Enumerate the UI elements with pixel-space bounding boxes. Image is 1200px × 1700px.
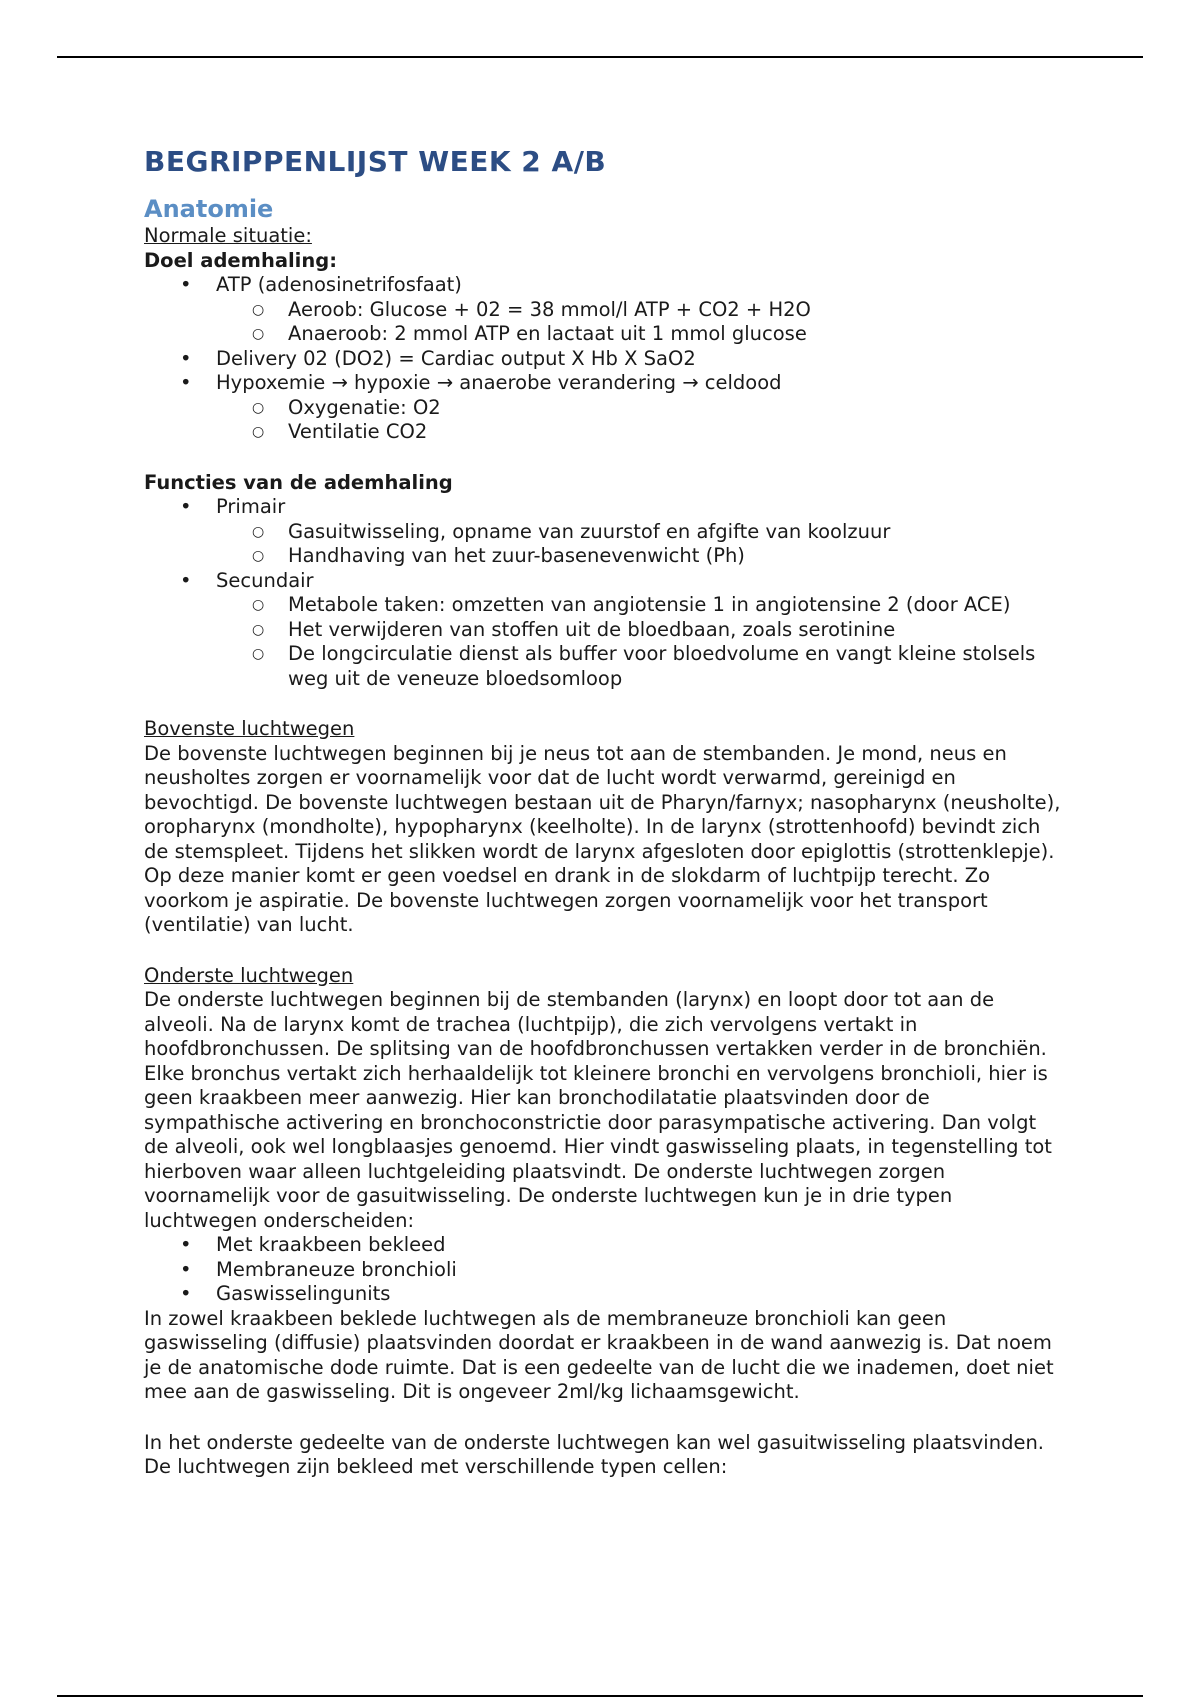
- list-item: [216, 544, 1064, 569]
- onderste-list: [144, 1233, 1064, 1307]
- bovenste-heading: Bovenste luchtwegen: [144, 717, 355, 740]
- bullet-icon: •: [180, 346, 192, 370]
- list-item-text: Aeroob: Glucose + 02 = 38 mmol/l ATP + CO2 + H2O: [288, 297, 811, 321]
- normal-situation-label: Normale situatie:: [144, 224, 312, 247]
- sub-list: [216, 396, 1064, 445]
- list-item: [216, 396, 1064, 421]
- list-item: [144, 1233, 1064, 1258]
- circle-bullet-icon: ○: [252, 597, 265, 613]
- bullet-icon: •: [180, 568, 192, 592]
- list-item: [144, 1282, 1064, 1307]
- circle-bullet-icon: ○: [252, 326, 265, 342]
- list-item: [216, 593, 1064, 618]
- header-rule: [57, 56, 1143, 58]
- document-title: BEGRIPPENLIJST WEEK 2 A/B: [144, 145, 607, 178]
- list-item-text: Anaeroob: 2 mmol ATP en lactaat uit 1 mmol glucose: [288, 322, 807, 345]
- bullet-icon: •: [180, 1233, 192, 1256]
- cellen-paragraph: De luchtwegen zijn bekleed met verschillende typen cellen:: [144, 1455, 728, 1478]
- functies-list: [144, 495, 1064, 691]
- doel-heading: Doel ademhaling:: [144, 248, 337, 272]
- spacer: [144, 691, 1064, 717]
- dode-ruimte-paragraph: In zowel kraakbeen beklede luchtwegen als de membraneuze bronchioli kan geen gaswisseling (diffusie) plaatsvinden doordat er kraakbeen in de wand aanwezig is. Dat noem je de anatomische dode ruimte. Dat is een gedeelte van de lucht die we inademen, doet niet mee aan de gaswisseling. Dit is ongeveer 2ml/kg lichaamsgewicht.: [144, 1306, 1054, 1403]
- list-item-text: Gasuitwisseling, opname van zuurstof en afgifte van koolzuur: [288, 519, 891, 543]
- bullet-icon: •: [180, 1282, 192, 1305]
- list-item-text: Oxygenatie: O2: [288, 395, 441, 419]
- list-item: [216, 420, 1064, 445]
- list-item: [144, 1258, 1064, 1283]
- gasuitwisseling-paragraph: In het onderste gedeelte van de onderste luchtwegen kan wel gasuitwisseling plaatsvinden.: [144, 1430, 1045, 1454]
- list-item-text: Hypoxemie → hypoxie → anaerobe verandering → celdood: [216, 371, 782, 394]
- list-item-text: Het verwijderen van stoffen uit de bloedbaan, zoals serotinine: [288, 617, 896, 641]
- list-item: [216, 618, 1064, 643]
- list-item-text: Primair: [216, 495, 286, 518]
- list-item-text: Gaswisselingunits: [216, 1282, 391, 1305]
- bullet-icon: •: [180, 1257, 192, 1281]
- onderste-paragraph: De onderste luchtwegen beginnen bij de stembanden (larynx) en loopt door tot aan de alveoli. Na de larynx komt de trachea (luchtpijp), die zich vervolgens vertakt in hoofdbronchussen. De splitsing van de hoofdbronchussen vertakken verder in de bronchiën. Elke bronchus vertakt zich herhaaldelijk tot kleinere bronchi en vervolgens bronchioli, hier is geen kraakbeen meer aanwezig. Hier kan bronchodilatatie plaatsvinden door de sympathische activering en bronchoconstrictie door parasympatische activering. Dan volgt de alveoli, ook wel longblaasjes genoemd. Hier vindt gaswisseling plaats, in tegenstelling tot hierboven waar alleen luchtgeleiding plaatsvindt. De onderste luchtwegen zorgen voornamelijk voor de gasuitwisseling. De onderste luchtwegen kun je in drie typen luchtwegen onderscheiden:: [144, 988, 1052, 1232]
- circle-bullet-icon: ○: [252, 424, 265, 440]
- doel-list: [144, 273, 1064, 445]
- list-item-text: Ventilatie CO2: [288, 420, 428, 443]
- spacer: [144, 445, 1064, 471]
- list-item: [144, 569, 1064, 692]
- list-item: [216, 642, 1064, 691]
- list-item-text: Delivery 02 (DO2) = Cardiac output X Hb X SaO2: [216, 346, 696, 370]
- list-item: [216, 298, 1064, 323]
- list-item: [144, 371, 1064, 445]
- bullet-icon: •: [180, 495, 192, 518]
- circle-bullet-icon: ○: [252, 621, 265, 638]
- bullet-icon: •: [180, 273, 192, 296]
- circle-bullet-icon: ○: [252, 523, 265, 540]
- list-item-text: De longcirculatie dienst als buffer voor bloedvolume en vangt kleine stolsels weg uit de veneuze bloedsomloop: [288, 642, 1036, 690]
- document-body: [144, 140, 1064, 1480]
- functies-heading: Functies van de ademhaling: [144, 470, 453, 494]
- list-item: [144, 495, 1064, 569]
- list-item: [144, 347, 1064, 372]
- spacer: [144, 938, 1064, 964]
- footer-rule: [57, 1695, 1143, 1697]
- list-item: [216, 520, 1064, 545]
- sub-list: [216, 593, 1064, 691]
- list-item-text: Handhaving van het zuur-basenevenwicht (Ph): [288, 544, 745, 567]
- list-item-text: Metabole taken: omzetten van angiotensie 1 in angiotensine 2 (door ACE): [288, 593, 1011, 616]
- list-item: [144, 273, 1064, 347]
- onderste-heading: Onderste luchtwegen: [144, 963, 354, 987]
- list-item-text: Secundair: [216, 568, 314, 592]
- section-title-anatomie: Anatomie: [144, 195, 274, 223]
- bullet-icon: •: [180, 371, 192, 394]
- circle-bullet-icon: ○: [252, 548, 265, 564]
- list-item-text: Met kraakbeen bekleed: [216, 1233, 446, 1256]
- sub-list: [216, 520, 1064, 569]
- circle-bullet-icon: ○: [252, 646, 265, 662]
- list-item-text: ATP (adenosinetrifosfaat): [216, 273, 462, 296]
- list-item: [216, 322, 1064, 347]
- circle-bullet-icon: ○: [252, 301, 265, 318]
- list-item-text: Membraneuze bronchioli: [216, 1257, 457, 1281]
- sub-list: [216, 298, 1064, 347]
- bovenste-paragraph: De bovenste luchtwegen beginnen bij je neus tot aan de stembanden. Je mond, neus en neusholtes zorgen er voornamelijk voor dat de lucht wordt verwarmd, gereinigd en bevochtigd. De bovenste luchtwegen bestaan uit de Pharyn/farnyx; nasopharynx (neusholte), oropharynx (mondholte), hypopharynx (keelholte). In de larynx (strottenhoofd) bevindt zich de stemspleet. Tijdens het slikken wordt de larynx afgesloten door epiglottis (strottenklepje). Op deze manier komt er geen voedsel en drank in de slokdarm of luchtpijp terecht. Zo voorkom je aspiratie. De bovenste luchtwegen zorgen voornamelijk voor het transport (ventilatie) van lucht.: [144, 741, 1061, 936]
- circle-bullet-icon: ○: [252, 399, 265, 416]
- spacer: [144, 1405, 1064, 1431]
